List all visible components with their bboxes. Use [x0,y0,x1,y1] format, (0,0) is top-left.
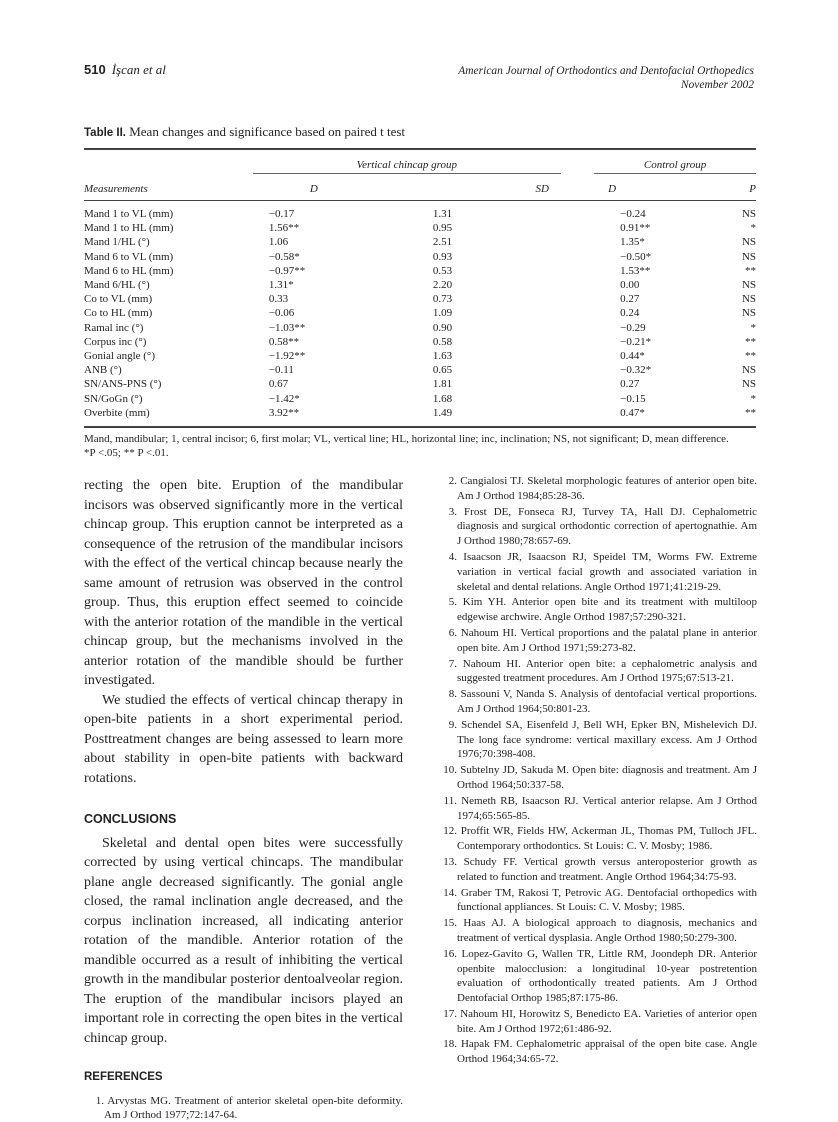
reference-item [437,1037,757,1067]
body-paragraph: Skeletal and dental open bites were successfully corrected by using vertical chincaps. The mandibular plane angle decreased significantly. The gonial angle closed, the ramal inclination angle decreased, and the corpus inclination increased, all indicating anterior rotation of the mandible. Anterior rotation of the mandible occurred as a result of inhibiting the vertical growth in the mandibular posterior dentoalveolar region. The eruption of the mandibular incisors played an important role in correcting the open bites in the vertical chincap group. [84,835,403,1046]
table-cell: Ramal inc (°) [84,321,144,334]
table-cell: 1.06 [268,236,289,249]
table-cell: 0.27 [620,293,640,306]
table-cell: ** [745,264,756,277]
col-header: SD [375,174,561,201]
table-row [84,335,756,349]
spacer [561,278,594,292]
table-cell: Gonial angle (°) [84,350,155,363]
table-cell: NS [741,279,756,292]
left-column [84,476,403,1122]
table-cell: Mand 1/HL (°) [84,236,150,249]
reference-item [437,505,757,549]
table-cell: 0.44* [620,350,645,363]
table-cell: 2.51 [432,236,453,249]
right-column-references [437,474,757,1068]
table-cell: ** [745,335,756,348]
table-row [84,250,756,264]
table-cell: −0.32* [620,364,652,377]
spacer [561,321,594,335]
reference-number: 14. [443,886,457,899]
table-cell: * [750,392,756,405]
table-caption [84,124,405,140]
spacer [561,201,594,222]
reference-text: Haas AJ. A biological approach to diagnosis, mechanics and treatment of vertical dysplasia. Angle Orthod 1980;50:279-300. [457,917,757,944]
spacer [561,406,594,427]
table-cell: 0.47* [594,406,742,427]
col-header: Measurements [84,174,253,201]
table-cell: 0.58 [432,335,453,348]
reference-number: 16. [443,947,457,960]
table-cell: Co to HL (mm) [84,307,153,320]
table-cell: 1.35* [620,236,645,249]
table-cell: Overbite (mm) [84,406,253,427]
table-cell: SN/ANS-PNS (°) [84,378,162,391]
table-row [84,321,756,335]
reference-number: 10. [443,764,457,777]
spacer [561,235,594,249]
table-cell: ** [742,406,756,427]
authors: İşcan et al [111,62,166,77]
table-cell: * [750,321,756,334]
reference-number: 1. [95,1094,104,1107]
table-cell: 0.67 [268,378,289,391]
reference-number: 9. [448,718,457,731]
reference-item [437,718,757,762]
reference-item [437,763,757,793]
reference-text: Frost DE, Fonseca RJ, Turvey TA, Hall DJ. Cephalometric diagnosis and surgical orthodontic correction of apertognathie. Am J Orthod 1980;78:657-69. [457,505,758,548]
reference-number: 12. [443,825,457,838]
reference-number: 18. [443,1038,457,1051]
running-header-left [84,62,166,78]
results-table [84,148,756,428]
table-cell: −0.29 [620,321,646,334]
table-cell: 3.92** [253,406,375,427]
table-cell: −1.92** [268,350,306,363]
spacer [561,264,594,278]
table-row [84,392,756,406]
reference-number: 6. [448,626,457,639]
reference-item [437,824,757,854]
table-cell: −0.06 [268,307,295,320]
table-cell: Corpus inc (°) [84,335,147,348]
body-paragraph: recting the open bite. Eruption of the mandibular incisors was observed significantly more in the vertical chincap group. This eruption cannot be interpreted as a consequence of the retrusion of the mandibular incisors with the effect of the vertical chincap because nearly the same amount of retrusion was observed in the control group. Thus, this eruption effect seemed to coincide with the anterior rotation of the mandible in the vertical chincap group, but the mechanisms involved in the anterior rotation of the mandible should be further investigated. [84,478,403,688]
reference-text: Schudy FF. Vertical growth versus anteroposterior growth as related to function and treatment. Angle Orthod 1964;34:75-93. [457,855,757,883]
section-heading-conclusions: CONCLUSIONS [84,812,177,826]
spacer [561,377,594,391]
table-cell: 0.91** [620,222,651,235]
spacer [561,292,594,306]
spacer [561,335,594,349]
spacer [561,306,594,320]
table-cell: NS [741,236,756,249]
table-row [84,278,756,292]
table-row [84,306,756,320]
table-cell: −0.17 [268,208,295,220]
table-cell: −0.15 [620,392,646,405]
table-cell: −0.21* [620,335,652,348]
reference-item [84,1094,403,1122]
reference-item [437,474,757,504]
reference-text: Subtelny JD, Sakuda M. Open bite: diagnosis and treatment. Am J Orthod 1964;50:337-58. [457,764,757,791]
reference-text: Arvystas MG. Treatment of anterior skeletal open-bite deformity. Am J Orthod 1977;72:147-64. [104,1094,404,1122]
reference-text: Hapak FM. Cephalometric appraisal of the open bite case. Angle Orthod 1964;34:65-72. [457,1038,758,1066]
table-cell: −0.97** [268,264,306,277]
table-cell: 0.93 [432,250,453,263]
reference-text: Nahoum HI. Vertical proportions and the palatal plane in anterior open bite. Am J Orthod 1971;59:273-82. [457,626,757,654]
col-header: D [253,174,375,201]
reference-text: Graber TM, Rakosi T, Petrovic AG. Dentofacial orthopedics with functional appliances. St Louis: C. V. Mosby; 1985. [457,886,758,914]
table-row [84,292,756,306]
spacer [561,392,594,406]
table-cell: 0.58** [268,335,300,348]
page-number: 510 [84,62,106,77]
table-row [84,221,756,235]
col-header: D [594,174,742,201]
col-header: P [742,174,756,201]
reference-text: Lopez-Gavito G, Wallen TR, Little RM, Joondeph DR. Anterior openbite malocclusion: a longitudinal 10-year postretention evaluation of orthodontically treated patients. Am J Orthod Dentofacial Orthop 1985;87:175-86. [457,947,758,1005]
table-row [84,349,756,363]
reference-item [437,916,757,946]
table-title: Mean changes and significance based on paired t test [129,124,406,139]
running-header-right [458,64,754,92]
reference-text: Kim YH. Anterior open bite and its treatment with multiloop edgewise archwire. Angle Orthod 1987;57:290-321. [457,596,758,624]
table-cell: Mand 6/HL (°) [84,279,150,292]
spacer [561,250,594,264]
reference-number: 2. [448,475,457,487]
reference-text: Proffit WR, Fields HW, Ackerman JL, Thomas PM, Tulloch JFL. Contemporary orthodontics. St Louis: C. V. Mosby; 1986. [457,825,758,853]
table-cell: 0.90 [432,321,453,334]
reference-item [437,1007,757,1037]
table-cell: 1.09 [432,307,453,320]
issue-date: November 2002 [680,79,754,91]
table-cell: Mand 1 to HL (mm) [84,222,174,235]
reference-number: 13. [443,855,457,868]
reference-item [437,626,757,656]
table-cell: 1.31 [432,208,453,220]
table-cell: −0.50* [620,250,652,263]
reference-text: Cangialosi TJ. Skeletal morphologic features of anterior open bite. Am J Orthod 1984;85:28-36. [457,475,757,502]
table-cell: NS [741,307,756,320]
table-cell: 0.27 [620,378,640,391]
reference-item [437,947,757,1006]
reference-number: 3. [448,505,457,518]
table-footnote [84,432,758,460]
table-row [84,235,756,249]
table-cell: 1.31* [268,279,294,292]
table-cell: 1.81 [432,378,453,391]
table-cell: 1.68 [432,392,453,405]
table-cell: −0.24 [620,208,646,220]
table-cell: NS [741,250,756,263]
reference-item [437,657,757,687]
reference-item [437,886,757,916]
reference-number: 5. [448,596,457,609]
footnote-significance: *P <.05; ** P <.01. [84,447,169,459]
table-cell: NS [741,208,756,220]
reference-text: Nahoum HI, Horowitz S, Benedicto EA. Varieties of anterior open bite. Am J Orthod 1972;61:486-92. [457,1007,757,1035]
reference-text: Isaacson JR, Isaacson RJ, Speidel TM, Worms FW. Extreme variation in vertical facial growth and associated variation in skeletal and dental relations. Angle Orthod 1971;41:219-29. [457,550,757,593]
reference-number: 15. [443,917,457,930]
table-cell: −0.11 [268,364,294,377]
journal-name: American Journal of Orthodontics and Dentofacial Orthopedics [458,65,754,77]
reference-item [437,595,757,625]
table-cell: 0.53 [432,264,453,277]
table-cell: −1.42* [268,392,300,405]
reference-text: Nemeth RB, Isaacson RJ. Vertical anterior relapse. Am J Orthod 1974;65:565-85. [457,794,758,822]
table-cell: Mand 1 to VL (mm) [84,208,174,220]
group-header-chincap: Vertical chincap group [253,149,561,174]
reference-number: 7. [448,657,457,670]
table-cell: SN/GoGn (°) [84,392,143,405]
table-cell: 0.95 [432,222,453,235]
reference-text: Sassouni V, Nanda S. Analysis of dentofacial vertical proportions. Am J Orthod 1964;50:801-23. [457,688,758,715]
table-cell: ** [745,350,756,363]
spacer [561,349,594,363]
reference-text: Schendel SA, Eisenfeld J, Bell WH, Epker BN, Mishelevich DJ. The long face syndrome: vertical maxillary excess. Am J Orthod 1976;70:398-408. [457,718,758,761]
table-row [84,406,756,427]
table-cell: NS [741,378,756,391]
reference-item [437,794,757,824]
reference-item [437,687,757,717]
body-paragraph: We studied the effects of vertical chincap therapy in open-bite patients in a short experimental period. Posttreatment changes are being assessed to learn more about stability in open-bite patients with backward rotations. [84,692,403,786]
table-cell: −1.03** [268,321,306,334]
table-cell: Mand 6 to VL (mm) [84,250,174,263]
table-cell: Mand 6 to HL (mm) [84,264,174,277]
table-row [84,377,756,391]
section-heading-references: REFERENCES [84,1071,163,1083]
table-cell: 1.49 [375,406,561,427]
reference-number: 4. [448,550,457,563]
table-label: Table II. [84,127,126,139]
table-cell: 0.65 [432,364,453,377]
table-cell: NS [741,293,756,306]
table-cell: NS [741,364,756,377]
table-cell: 0.73 [432,293,453,306]
reference-number: 8. [448,688,457,701]
table-row [84,264,756,278]
table-cell: 0.33 [268,293,289,306]
spacer [561,363,594,377]
table-cell: Co to VL (mm) [84,293,153,306]
reference-item [437,550,757,594]
table-cell: ANB (°) [84,364,122,377]
spacer [561,221,594,235]
table-row [84,201,756,222]
table-cell: −0.58* [268,250,300,263]
table-cell: * [750,222,756,235]
reference-number: 11. [443,794,457,807]
reference-number: 17. [443,1007,457,1020]
table-cell: 1.56** [268,222,300,235]
table-cell: 1.53** [620,264,651,277]
reference-text: Nahoum HI. Anterior open bite: a cephalometric analysis and suggested treatment procedures. Am J Orthod 1975;67:513-21. [457,657,757,685]
table-row [84,363,756,377]
group-header-control: Control group [594,149,756,174]
table-cell: 0.24 [620,307,640,320]
reference-item [437,855,757,885]
table-cell: 1.63 [432,350,453,363]
footnote-abbreviations: Mand, mandibular; 1, central incisor; 6, first molar; VL, vertical line; HL, horizontal line; inc, inclination; NS, not significant; D, mean difference. [84,433,729,445]
table-cell: 2.20 [432,279,453,292]
table-cell: 0.00 [620,279,640,292]
